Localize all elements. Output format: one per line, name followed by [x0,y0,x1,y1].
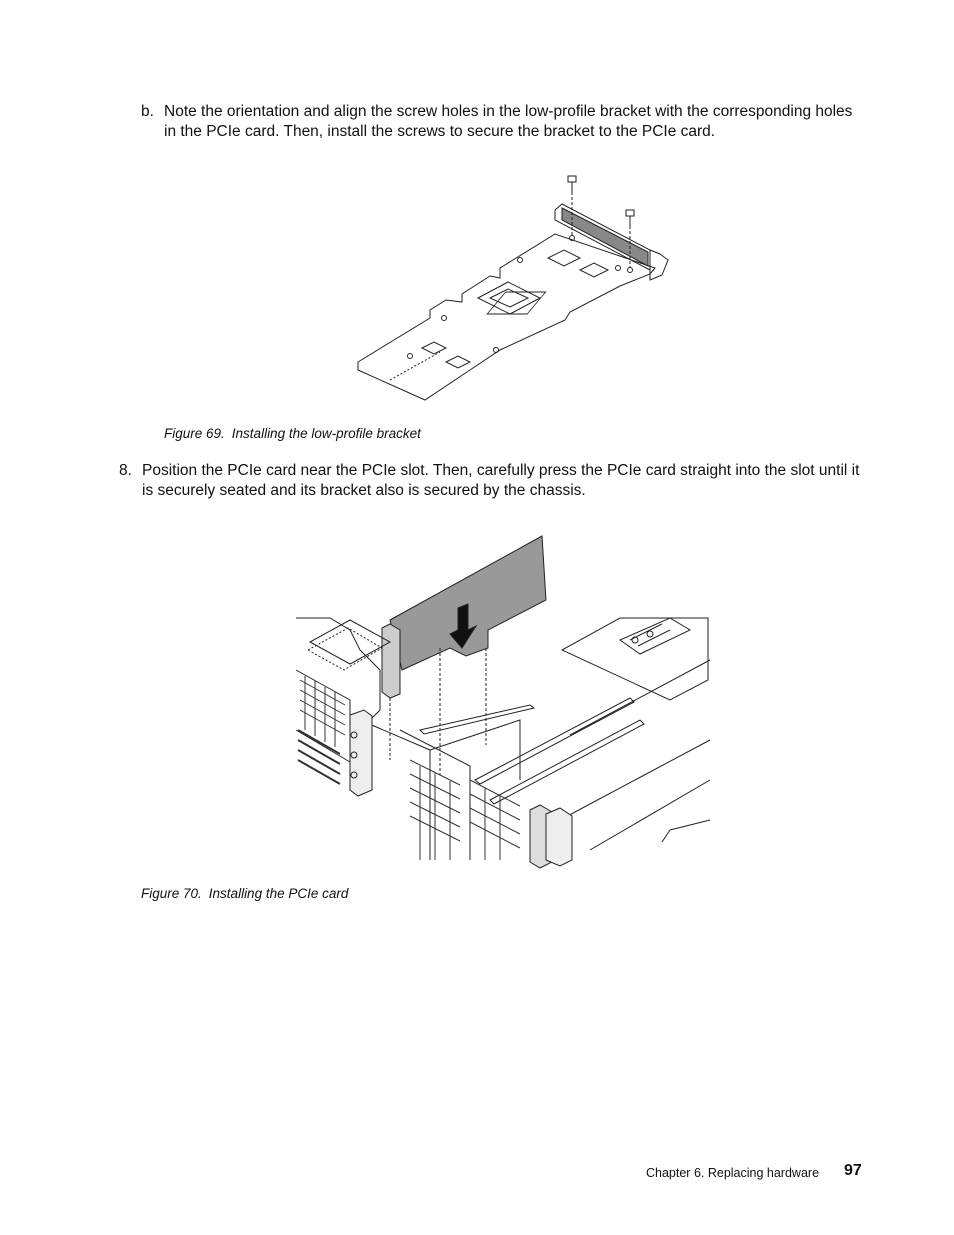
step-b-text: Note the orientation and align the screw holes in the low-profile bracket with the corresponding holes in the PCIe card. Then, install the screws to secure the bracket to the PCIe card. [164,103,853,140]
figure-69-label: Figure 69. [164,426,225,441]
figure-69-title: Installing the low-profile bracket [231,426,421,441]
step-b-marker: b. [141,103,154,120]
figure-69-caption [164,426,421,441]
step-8-text: Position the PCIe card near the PCIe slot. Then, carefully press the PCIe card straight into the slot until it is securely seated and its bracket also is secured by the chassis. [142,462,860,499]
figure-70-label: Figure 70. [141,886,202,901]
figure-69-illustration [350,170,680,410]
figure-70-caption [141,886,348,901]
footer-chapter: Chapter 6. Replacing hardware [646,1166,820,1180]
step-8-marker: 8. [119,462,132,479]
figure-70-title: Installing the PCIe card [208,886,349,901]
page-number: 97 [844,1162,862,1179]
figure-70-illustration [290,530,715,870]
